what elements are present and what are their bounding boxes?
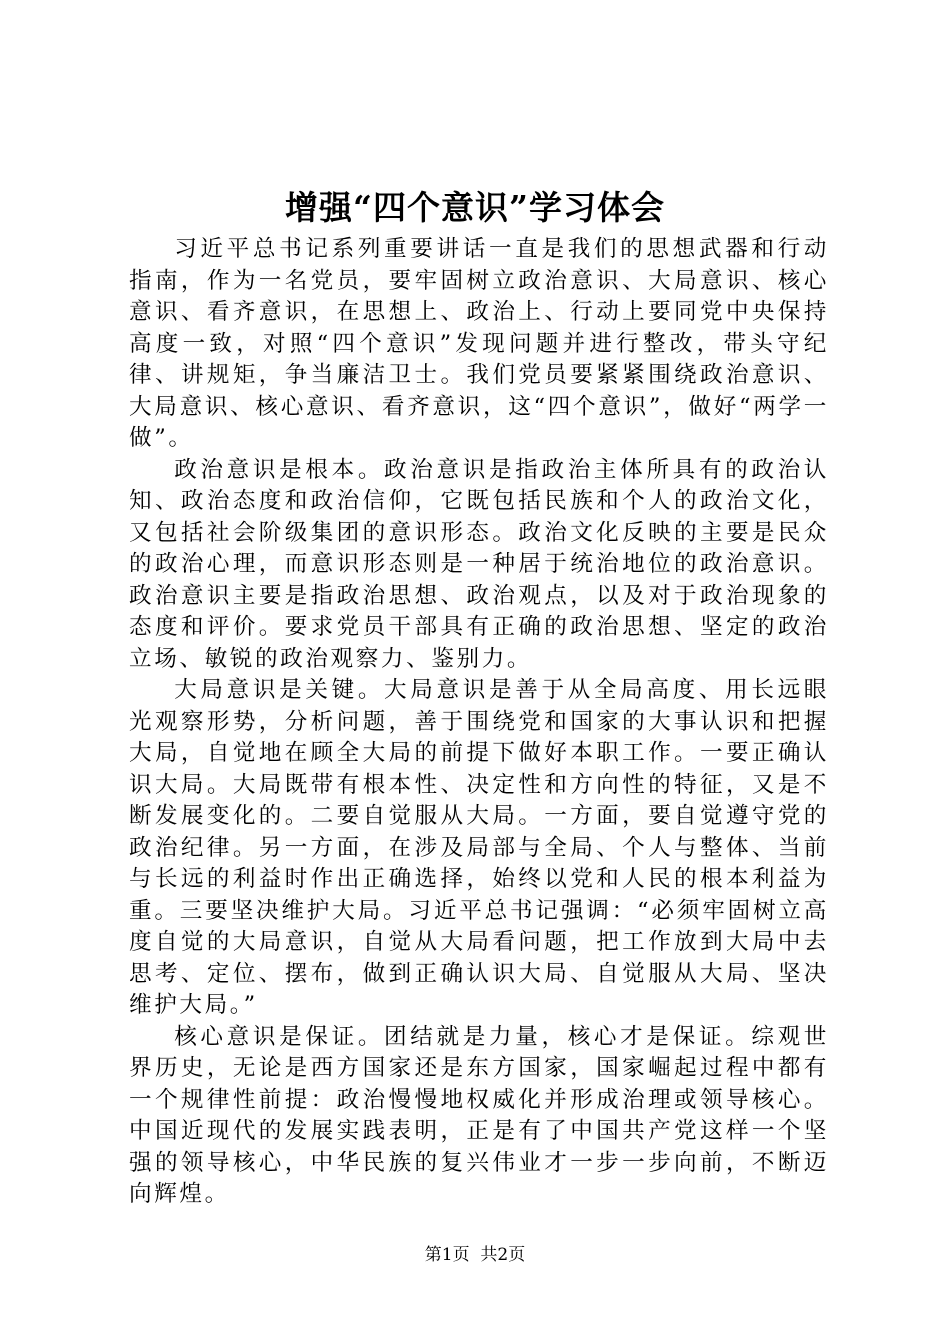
document-body — [129, 234, 829, 1211]
paragraph-core-awareness: 核心意识是保证。团结就是力量，核心才是保证。综观世界历史，无论是西方国家还是东方国家，国家崛起过程中都有一个规律性前提：政治慢慢地权威化并形成治理或领导核心。中国近现代的发展实践表明，正是有了中国共产党这样一个坚强的领导核心，中华民族的复兴伟业才一步一步向前，不断迈向辉煌。 — [129, 1023, 829, 1207]
paragraph-political-awareness: 政治意识是根本。政治意识是指政治主体所具有的政治认知、政治态度和政治信仰，它既包括民族和个人的政治文化，又包括社会阶级集团的意识形态。政治文化反映的主要是民众的政治心理，而意识形态则是一种居于统治地位的政治意识。政治意识主要是指政治思想、政治观点，以及对于政治现象的态度和评价。要求党员干部具有正确的政治思想、坚定的政治立场、敏锐的政治观察力、鉴别力。 — [129, 456, 829, 672]
page-footer — [0, 1243, 950, 1267]
paragraph-intro: 习近平总书记系列重要讲话一直是我们的思想武器和行动指南，作为一名党员，要牢固树立政治意识、大局意识、核心意识、看齐意识，在思想上、政治上、行动上要同党中央保持高度一致，对照“四个意识”发现问题并进行整改，带头守纪律、讲规矩，争当廉洁卫士。我们党员要紧紧围绕政治意识、大局意识、核心意识、看齐意识，这“四个意识”，做好“两学一做”。 — [129, 236, 829, 451]
paragraph-overall-awareness: 大局意识是关键。大局意识是善于从全局高度、用长远眼光观察形势，分析问题，善于围绕党和国家的大事认识和把握大局，自觉地在顾全大局的前提下做好本职工作。一要正确认识大局。大局既带有根本性、决定性和方向性的特征，又是不断发展变化的。二要自觉服从大局。一方面，要自觉遵守党的政治纪律。另一方面，在涉及局部与全局、个人与整体、当前与长远的利益时作出正确选择，始终以党和人民的根本利益为重。三要坚决维护大局。习近平总书记强调：“必须牢固树立高度自觉的大局意识，自觉从大局看问题，把工作放到大局中去思考、定位、摆布，做到正确认识大局、自觉服从大局、坚决维护大局。” — [129, 677, 829, 1018]
page-indicator: 第1页 共2页 — [424, 1245, 526, 1265]
document-title: 增强“四个意识”学习体会 — [285, 188, 665, 227]
